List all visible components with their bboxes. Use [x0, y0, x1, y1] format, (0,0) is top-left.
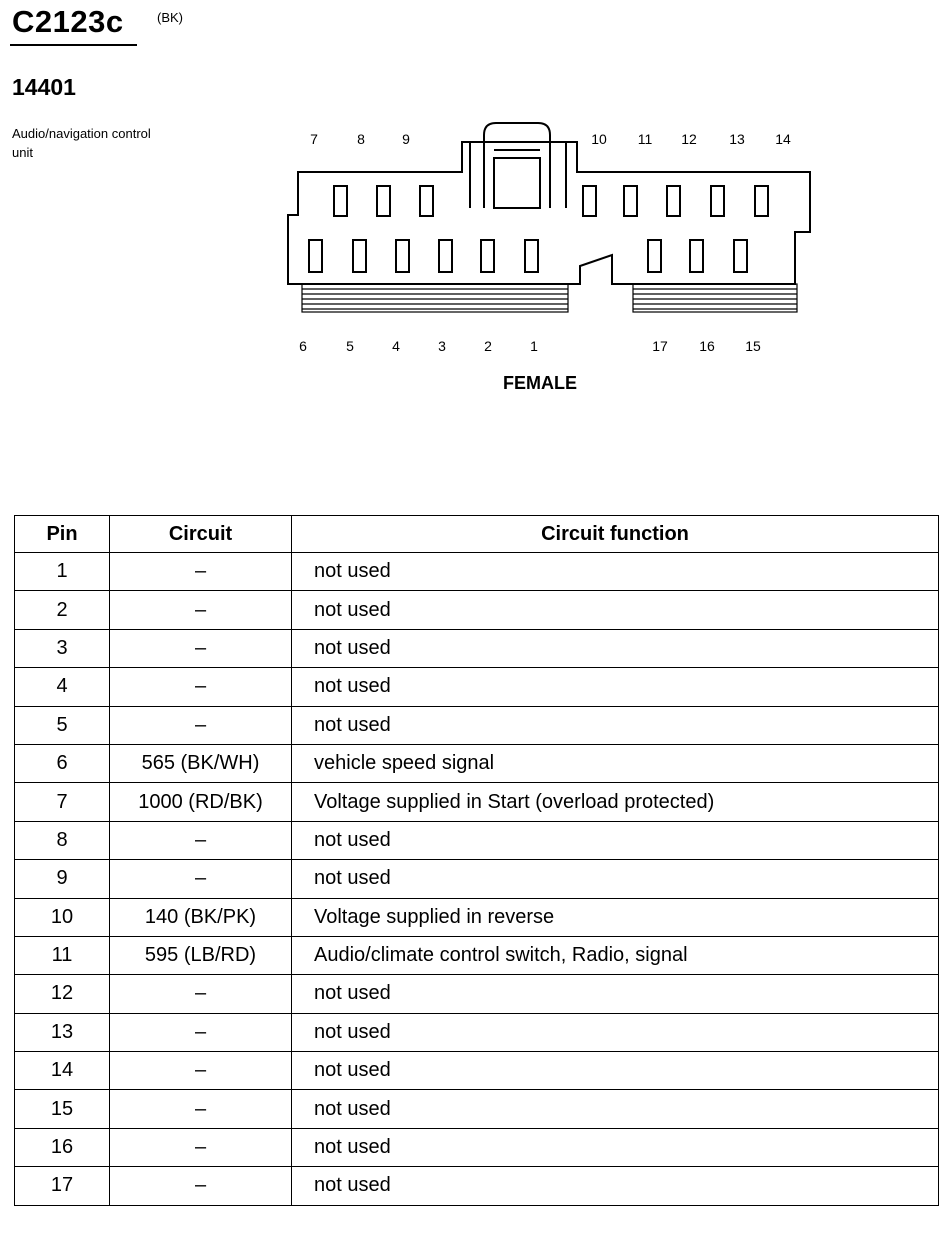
circuit-cell: – [110, 1090, 292, 1128]
header-circuit: Circuit [110, 516, 292, 553]
pin-cell: 5 [15, 706, 110, 744]
function-cell: Voltage supplied in Start (overload protected) [292, 783, 939, 821]
table-row [15, 1013, 939, 1051]
circuit-cell: – [110, 1052, 292, 1090]
circuit-cell: – [110, 629, 292, 667]
pin-label: 16 [699, 338, 715, 354]
pin-label: 12 [681, 131, 697, 147]
function-cell: not used [292, 1013, 939, 1051]
circuit-cell: – [110, 821, 292, 859]
function-cell: not used [292, 706, 939, 744]
function-cell: not used [292, 591, 939, 629]
table-row [15, 1052, 939, 1090]
circuit-cell: 595 (LB/RD) [110, 936, 292, 974]
circuit-cell: – [110, 1013, 292, 1051]
function-cell: not used [292, 553, 939, 591]
pin-label: 10 [591, 131, 607, 147]
table-row [15, 1090, 939, 1128]
connector-id: C2123c [12, 4, 124, 39]
function-cell: not used [292, 1090, 939, 1128]
circuit-cell: – [110, 1128, 292, 1166]
gender-label: FEMALE [503, 373, 577, 393]
pin-cell: 10 [15, 898, 110, 936]
pin-label: 11 [637, 131, 653, 147]
right-terminal-strip [633, 284, 797, 312]
function-cell: Voltage supplied in reverse [292, 898, 939, 936]
pin-cell: 13 [15, 1013, 110, 1051]
function-cell: not used [292, 629, 939, 667]
circuit-cell: 140 (BK/PK) [110, 898, 292, 936]
pin-cell: 9 [15, 860, 110, 898]
pin-label: 14 [775, 131, 791, 147]
table-row [15, 936, 939, 974]
table-row [15, 975, 939, 1013]
header-function: Circuit function [292, 516, 939, 553]
pin-label: 1 [530, 338, 538, 354]
pin-cell: 3 [15, 629, 110, 667]
function-cell: not used [292, 975, 939, 1013]
circuit-cell: – [110, 1167, 292, 1205]
pin-cell: 1 [15, 553, 110, 591]
table-row [15, 1167, 939, 1205]
pin-cell: 12 [15, 975, 110, 1013]
circuit-cell: 565 (BK/WH) [110, 744, 292, 782]
pin-label: 13 [729, 131, 745, 147]
pin-label: 17 [652, 338, 668, 354]
table-row [15, 860, 939, 898]
function-cell: Audio/climate control switch, Radio, signal [292, 936, 939, 974]
function-cell: not used [292, 1167, 939, 1205]
pin-cell: 7 [15, 783, 110, 821]
connector-diagram [0, 0, 950, 420]
table-row [15, 668, 939, 706]
pin-label: 3 [438, 338, 446, 354]
pin-cell: 14 [15, 1052, 110, 1090]
circuit-cell: – [110, 706, 292, 744]
circuit-cell: 1000 (RD/BK) [110, 783, 292, 821]
part-description: Audio/navigation control unit [12, 126, 151, 160]
table-row [15, 744, 939, 782]
pin-cell: 15 [15, 1090, 110, 1128]
function-cell: not used [292, 860, 939, 898]
circuit-cell: – [110, 860, 292, 898]
table-row [15, 1128, 939, 1166]
circuit-cell: – [110, 553, 292, 591]
table-row [15, 783, 939, 821]
pin-label: 6 [299, 338, 307, 354]
header-pin: Pin [15, 516, 110, 553]
pin-cell: 11 [15, 936, 110, 974]
connector-color-tag: (BK) [157, 10, 183, 25]
pin-cell: 17 [15, 1167, 110, 1205]
pin-label: 7 [310, 131, 318, 147]
pinout-table [14, 515, 939, 1206]
circuit-cell: – [110, 975, 292, 1013]
table-row [15, 706, 939, 744]
left-terminal-strip [302, 284, 568, 312]
pin-label: 4 [392, 338, 400, 354]
pin-cell: 6 [15, 744, 110, 782]
function-cell: not used [292, 668, 939, 706]
pin-label: 8 [357, 131, 365, 147]
table-row [15, 591, 939, 629]
pin-cell: 16 [15, 1128, 110, 1166]
pin-label: 15 [745, 338, 761, 354]
function-cell: not used [292, 1128, 939, 1166]
table-row [15, 821, 939, 859]
part-number: 14401 [12, 74, 76, 100]
circuit-cell: – [110, 591, 292, 629]
pin-label: 2 [484, 338, 492, 354]
pin-cell: 8 [15, 821, 110, 859]
table-row [15, 898, 939, 936]
pin-label: 9 [402, 131, 410, 147]
function-cell: not used [292, 821, 939, 859]
circuit-cell: – [110, 668, 292, 706]
pin-label: 5 [346, 338, 354, 354]
pin-cell: 4 [15, 668, 110, 706]
bottom-row-cavities [309, 240, 747, 272]
table-row [15, 629, 939, 667]
function-cell: not used [292, 1052, 939, 1090]
function-cell: vehicle speed signal [292, 744, 939, 782]
table-header-row [15, 516, 939, 553]
pin-cell: 2 [15, 591, 110, 629]
table-row [15, 553, 939, 591]
